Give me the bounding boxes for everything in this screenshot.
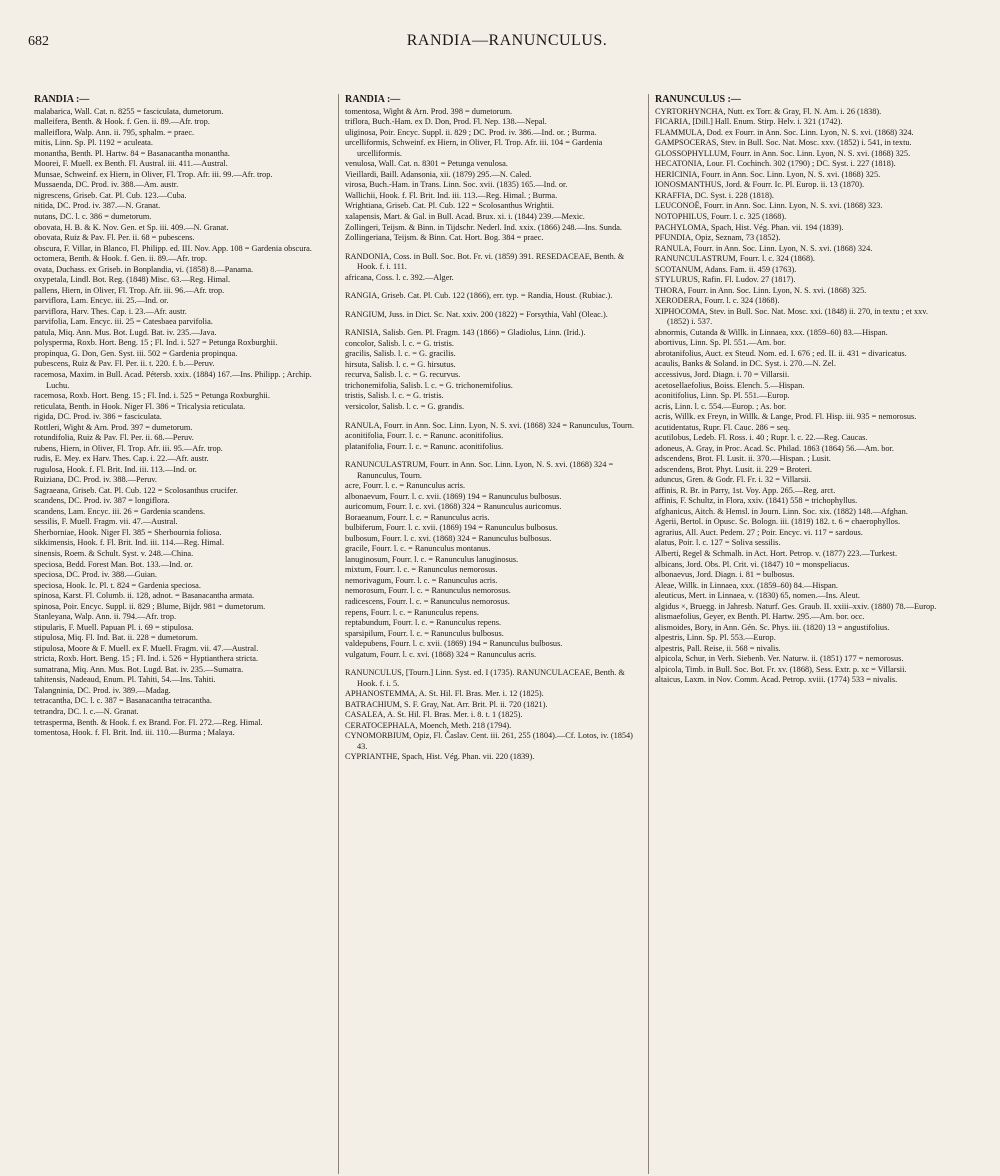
species-entry: CYRTORHYNCHA, Nutt. ex Torr. & Gray, Fl. N. Am. i. 26 (1838). bbox=[655, 106, 882, 116]
species-entry: acutilobus, Ledeb. Fl. Ross. i. 40 ; Rupr. l. c. 22.—Reg. Caucas. bbox=[655, 433, 868, 443]
species-entry: sikkimensis, Hook. f. Fl. Brit. Ind. iii. 114.—Reg. Himal. bbox=[34, 538, 225, 548]
species-entry: recurva, Salisb. l. c. = G. recurvus. bbox=[345, 370, 461, 380]
species-entry: mixtum, Fourr. l. c. = Ranunculus nemorosus. bbox=[345, 565, 498, 575]
species-entry: XIPHOCOMA, Stev. in Bull. Soc. Nat. Mosc. xxi. (1848) ii. 270, in textu ; et xxv. (1852) i. 537. bbox=[655, 306, 928, 327]
species-entry: africana, Coss. l. c. 392.—Alger. bbox=[345, 272, 454, 282]
species-entry: alpestris, Linn. Sp. Pl. 553.—Europ. bbox=[655, 633, 776, 643]
species-entry: accessivus, Jord. Diagn. i. 70 = Villarsii. bbox=[655, 369, 790, 379]
species-entry: CERATOCEPHALA, Moench, Meth. 218 (1794). bbox=[345, 720, 512, 730]
species-entry: malleifera, Benth. & Hook. f. Gen. ii. 89.—Afr. trop. bbox=[34, 117, 210, 127]
species-entry: racemosa, Maxim. in Bull. Acad. Pétersb. xxix. (1884) 167.—Ins. Philipp. ; Archip. Luchu. bbox=[34, 369, 312, 390]
genus-entry: RANGIA, Griseb. Cat. Pl. Cub. 122 (1866), err. typ. = Randia, Houst. (Rubiac.). bbox=[345, 291, 613, 301]
species-entry: adscendens, Brot. Phyt. Lusit. ii. 229 = Broteri. bbox=[655, 464, 813, 474]
species-entry: IONOSMANTHUS, Jord. & Fourr. Ic. Pl. Europ. ii. 13 (1870). bbox=[655, 180, 865, 190]
species-entry: oxypetala, Lindl. Bot. Reg. (1848) Misc. 63.—Reg. Himal. bbox=[34, 275, 231, 285]
species-entry: patula, Miq. Ann. Mus. Bot. Lugd. Bat. iv. 235.—Java. bbox=[34, 327, 217, 337]
genus-entry: RANUNCULUS, [Tourn.] Linn. Syst. ed. I (1735). RANUNCULACEAE, Benth. & Hook. f. i. 5. bbox=[345, 668, 625, 688]
species-entry: alpicola, Timb. in Bull. Soc. Bot. Fr. xv. (1868), Sess. Extr. p. xc = Villarsii. bbox=[655, 664, 907, 674]
species-entry: Stanleyana, Walp. Ann. ii. 794.—Afr. trop. bbox=[34, 612, 177, 622]
species-entry: radicescens, Fourr. l. c. = Ranunculus nemorosus. bbox=[345, 597, 510, 606]
species-entry: Moorei, F. Muell. ex Benth. Fl. Austral. iii. 411.—Austral. bbox=[34, 159, 228, 169]
species-entry: acaulis, Banks & Soland. in DC. Syst. i. 270.—N. Zel. bbox=[655, 359, 836, 369]
species-entry: LEUCONOË, Fourr. in Ann. Soc. Linn. Lyon, N. S. xvi. (1868) 323. bbox=[655, 201, 883, 211]
genus-entry: RANISIA, Salisb. Gen. Pl. Fragm. 143 (1866) = Gladiolus, Linn. (Irid.). bbox=[345, 328, 586, 338]
species-entry: parviflora, Harv. Thes. Cap. i. 23.—Afr. austr. bbox=[34, 306, 187, 316]
species-entry: nemorosum, Fourr. l. c. = Ranunculus nemorosus. bbox=[345, 586, 511, 596]
genus-entry: RANGIUM, Juss. in Dict. Sc. Nat. xxiv. 200 (1822) = Forsythia, Vahl (Oleac.). bbox=[345, 309, 608, 319]
species-entry: valdepubens, Fourr. l. c. xvii. (1869) 194 = Ranunculus bulbosus. bbox=[345, 639, 563, 649]
species-entry: FLAMMULA, Dod. ex Fourr. in Ann. Soc. Linn. Lyon, N. S. xvi. (1868) 324. bbox=[655, 127, 914, 137]
page-header bbox=[28, 26, 986, 54]
species-entry: concolor, Salisb. l. c. = G. tristis. bbox=[345, 338, 454, 348]
species-entry: repens, Fourr. l. c. = Ranunculus repens. bbox=[345, 607, 479, 617]
species-entry: GLOSSOPHYLLUM, Fourr. in Ann. Soc. Linn. Lyon, N. S. xvi. (1868) 325. bbox=[655, 148, 911, 158]
species-entry: stipularis, F. Muell. Papuan Pl. i. 69 = stipulosa. bbox=[34, 622, 194, 632]
genus-entry: RANULA, Fourr. in Ann. Soc. Linn. Lyon, N. S. xvi. (1868) 324 = Ranunculus, Tourn. bbox=[345, 420, 635, 430]
page-title: RANDIA—RANUNCULUS. bbox=[406, 32, 608, 49]
species-entry: alpicola, Schur, in Verh. Siebenb. Ver. Naturw. ii. (1851) 177 = nemorosus. bbox=[655, 654, 904, 664]
species-entry: aduncus, Gren. & Godr. Fl. Fr. i. 32 = Villarsii. bbox=[655, 475, 811, 485]
species-entry: monantha, Benth. Pl. Hartw. 84 = Basanacantha monantha. bbox=[34, 148, 230, 158]
species-entry: albonaevus, Jord. Diagn. i. 81 = bulbosus. bbox=[655, 570, 795, 580]
page-number: 682 bbox=[28, 34, 49, 49]
species-entry: stipulosa, Moore & F. Muell. ex F. Muell. Fragm. vii. 47.—Austral. bbox=[34, 643, 259, 653]
genus-entry: RANUNCULASTRUM, Fourr. in Ann. Soc. Linn. Lyon, N. S. xvi. (1868) 324 = Ranunculus, Tourn. bbox=[345, 460, 614, 480]
species-entry: urcelliformis, Schweinf. ex Hiern, in Oliver, Fl. Trop. Afr. iii. 104 = Gardenia urcelliformis. bbox=[345, 138, 603, 158]
species-entry: agrarius, All. Auct. Pedem. 27 ; Poir. Encyc. vi. 117 = sardous. bbox=[655, 527, 863, 537]
species-entry: acetosellaefolius, Boiss. Elench. 5.—Hispan. bbox=[655, 380, 805, 390]
column-1 bbox=[28, 94, 338, 1174]
species-entry: PACHYLOMA, Spach, Hist. Vég. Phan. vii. 194 (1839). bbox=[655, 222, 844, 232]
species-entry: nutans, DC. l. c. 386 = dumetorum. bbox=[34, 212, 152, 221]
species-entry: aconitifolia, Fourr. l. c. = Ranunc. aconitifolius. bbox=[345, 431, 504, 441]
species-entry: alatus, Poir. l. c. 127 = Soliva sessilis. bbox=[655, 538, 781, 548]
species-entry: reticulata, Benth. in Hook. Niger Fl. 386 = Tricalysia reticulata. bbox=[34, 401, 246, 411]
species-entry: uliginosa, Poir. Encyc. Suppl. ii. 829 ; DC. Prod. iv. 386.—Ind. or. ; Burma. bbox=[345, 127, 597, 137]
species-entry: alpestris, Pall. Reise, ii. 568 = nivalis. bbox=[655, 643, 781, 653]
species-entry: bulbiferum, Fourr. l. c. xvii. (1869) 194 = Ranunculus bulbosus. bbox=[345, 523, 558, 533]
species-entry: venulosa, Wall. Cat. n. 8301 = Petunga venulosa. bbox=[345, 159, 508, 169]
species-entry: reptabundum, Fourr. l. c. = Ranunculus repens. bbox=[345, 618, 502, 628]
species-entry: Zollingeri, Teijsm. & Binn. in Tijdschr. Nederl. Ind. xxix. (1866) 248.—Ins. Sunda. bbox=[345, 222, 622, 232]
species-entry: Sherborniae, Hook. Niger Fl. 385 = Sherbournia foliosa. bbox=[34, 527, 222, 537]
species-entry: nemorivagum, Fourr. l. c. = Ranunculus acris. bbox=[345, 575, 498, 585]
species-entry: parvifolia, Lam. Encyc. iii. 25 = Catesbaea parvifolia. bbox=[34, 317, 213, 327]
species-entry: rugulosa, Hook. f. Fl. Brit. Ind. iii. 113.—Ind. or. bbox=[34, 464, 197, 474]
species-entry: malabarica, Wall. Cat. n. 8255 = fasciculata, dumetorum. bbox=[34, 106, 224, 116]
species-entry: sessilis, F. Muell. Fragm. vii. 47.—Austral. bbox=[34, 517, 178, 527]
species-entry: stricta, Roxb. Hort. Beng. 15 ; Fl. Ind. i. 526 = Hyptianthera stricta. bbox=[34, 654, 259, 664]
species-entry: SCOTANUM, Adans. Fam. ii. 459 (1763). bbox=[655, 264, 797, 274]
species-entry: rigida, DC. Prod. iv. 386 = fasciculata. bbox=[34, 412, 162, 422]
species-entry: tetrasperma, Benth. & Hook. f. ex Brand. For. Fl. 272.—Reg. Himal. bbox=[34, 717, 263, 727]
species-entry: Boraeanum, Fourr. l. c. = Ranunculus acris. bbox=[345, 512, 490, 522]
species-entry: acris, Linn. l. c. 554.—Europ. ; As. bor. bbox=[655, 401, 787, 411]
species-entry: tetrandra, DC. l. c.—N. Granat. bbox=[34, 706, 139, 716]
species-entry: Zollingeriana, Teijsm. & Binn. Cat. Hort. Bog. 384 = praec. bbox=[345, 233, 544, 243]
species-entry: Vieillardi, Baill. Adansonia, xii. (1879) 295.—N. Caled. bbox=[345, 169, 532, 179]
species-entry: adoneus, A. Gray, in Proc. Acad. Sc. Philad. 1863 (1864) 56.—Am. bor. bbox=[655, 443, 894, 453]
species-entry: tristis, Salisb. l. c. = G. tristis. bbox=[345, 391, 444, 401]
species-entry: pubescens, Ruiz & Pav. Fl. Per. ii. t. 220. f. b.—Peruv. bbox=[34, 359, 215, 369]
column-2 bbox=[338, 94, 648, 1174]
species-entry: rubens, Hiern, in Oliver, Fl. Trop. Afr. iii. 95.—Afr. trop. bbox=[34, 443, 223, 453]
species-entry: scandens, Lam. Encyc. iii. 26 = Gardenia scandens. bbox=[34, 506, 206, 516]
column-3 bbox=[648, 94, 958, 1174]
species-entry: obovata, Ruiz & Pav. Fl. Per. ii. 68 = pubescens. bbox=[34, 233, 195, 243]
species-entry: abortivus, Linn. Sp. Pl. 551.—Am. bor. bbox=[655, 338, 786, 348]
species-entry: acre, Fourr. l. c. = Ranunculus acris. bbox=[345, 481, 466, 491]
species-entry: platanifolia, Fourr. l. c. = Ranunc. aconitifolius. bbox=[345, 441, 504, 451]
species-entry: lanuginosum, Fourr. l. c. = Ranunculus lanuginosus. bbox=[345, 554, 519, 564]
species-entry: polysperma, Roxb. Hort. Beng. 15 ; Fl. Ind. i. 527 = Petunga Roxburghii. bbox=[34, 338, 278, 348]
species-entry: adscendens, Brot. Fl. Lusit. ii. 370.—Hispan. ; Lusit. bbox=[655, 454, 831, 464]
species-entry: Agerii, Bertol. in Opusc. Sc. Bologn. iii. (1819) 182. t. 6 = chaerophyllos. bbox=[655, 517, 901, 527]
species-entry: affinis, R. Br. in Parry, 1st. Voy. App. 265.—Reg. arct. bbox=[655, 485, 836, 495]
species-entry: speciosa, DC. Prod. iv. 388.—Guian. bbox=[34, 570, 157, 580]
species-entry: Mussaenda, DC. Prod. iv. 388.—Am. austr. bbox=[34, 180, 179, 190]
species-entry: speciosa, Hook. Ic. Pl. t. 824 = Gardenia speciosa. bbox=[34, 580, 201, 590]
species-entry: obovata, H. B. & K. Nov. Gen. et Sp. iii. 409.—N. Granat. bbox=[34, 222, 229, 232]
species-entry: FICARIA, [Dill.] Hall. Enum. Stirp. Helv. i. 321 (1742). bbox=[655, 117, 843, 127]
species-entry: CYPRIANTHE, Spach, Hist. Vég. Phan. vii. 220 (1839). bbox=[345, 752, 535, 762]
species-entry: Ruiziana, DC. Prod. iv. 388.—Peruv. bbox=[34, 475, 157, 485]
species-entry: racemosa, Roxb. Hort. Beng. 15 ; Fl. Ind. i. 525 = Petunga Roxburghii. bbox=[34, 391, 270, 401]
species-entry: tomentosa, Wight & Arn. Prod. 398 = dumetorum. bbox=[345, 106, 513, 116]
species-entry: versicolor, Salisb. l. c. = G. grandis. bbox=[345, 401, 465, 411]
species-entry: sumatrana, Miq. Ann. Mus. Bot. Lugd. Bat. iv. 235.—Sumatra. bbox=[34, 664, 244, 674]
column-heading: RANDIA :— bbox=[34, 94, 90, 105]
species-entry: altaicus, Laxm. in Nov. Comm. Acad. Petrop. xviii. (1774) 533 = nivalis. bbox=[655, 675, 898, 685]
species-entry: acris, Willk. ex Freyn, in Willk. & Lange, Prod. Fl. Hisp. iii. 935 = nemorosus. bbox=[655, 412, 917, 422]
species-entry: propinqua, G. Don, Gen. Syst. iii. 502 = Gardenia propinqua. bbox=[34, 348, 238, 358]
species-entry: alismoides, Bory, in Ann. Gén. Sc. Phys. iii. (1820) 13 = angustifolius. bbox=[655, 622, 890, 632]
species-entry: Aleae, Willk. in Linnaea, xxx. (1859–60) 84.—Hispan. bbox=[655, 580, 838, 590]
species-entry: octomera, Benth. & Hook. f. Gen. ii. 89.—Afr. trop. bbox=[34, 254, 208, 264]
species-entry: RANUNCULASTRUM, Fourr. l. c. 324 (1868). bbox=[655, 254, 815, 264]
species-entry: Sagraeana, Griseb. Cat. Pl. Cub. 122 = Scolosanthus crucifer. bbox=[34, 485, 238, 495]
species-entry: obscura, F. Villar, in Blanco, Fl. Philipp. ed. III. Nov. App. 108 = Gardenia obscura. bbox=[34, 243, 312, 253]
species-entry: acutidentatus, Rupr. Fl. Cauc. 286 = seq. bbox=[655, 422, 790, 432]
species-entry: XERODERA, Fourr. l. c. 324 (1868). bbox=[655, 296, 780, 306]
species-entry: bulbosum, Fourr. l. c. xvi. (1868) 324 = Ranunculus bulbosus. bbox=[345, 533, 552, 543]
species-entry: CASALEA, A. St. Hil. Fl. Bras. Mer. i. 8. t. 1 (1825). bbox=[345, 710, 523, 720]
species-entry: abnormis, Cutanda & Willk. in Linnaea, xxx. (1859–60) 83.—Hispan. bbox=[655, 327, 888, 337]
species-entry: APHANOSTEMMA, A. St. Hil. Fl. Bras. Mer. i. 12 (1825). bbox=[345, 689, 544, 699]
species-entry: HECATONIA, Lour. Fl. Cochinch. 302 (1790) ; DC. Syst. i. 227 (1818). bbox=[655, 159, 896, 169]
species-entry: Alberti, Regel & Schmalh. in Act. Hort. Petrop. v. (1877) 223.—Turkest. bbox=[655, 549, 898, 558]
species-entry: pallens, Hiern, in Oliver, Fl. Trop. Afr. iii. 96.—Afr. trop. bbox=[34, 285, 225, 295]
species-entry: spinosa, Poir. Encyc. Suppl. ii. 829 ; Blume, Bijdr. 981 = dumetorum. bbox=[34, 601, 266, 611]
species-entry: auricomum, Fourr. l. c. xvi. (1868) 324 = Ranunculus auricomus. bbox=[345, 502, 562, 512]
species-entry: STYLURUS, Rafin. Fl. Ludov. 27 (1817). bbox=[655, 275, 796, 285]
column-heading: RANDIA :— bbox=[345, 94, 401, 105]
species-entry: Wrightiana, Griseb. Cat. Pl. Cub. 122 = Scolosanthus Wrightii. bbox=[345, 201, 554, 211]
species-entry: parviflora, Lam. Encyc. iii. 25.—Ind. or. bbox=[34, 296, 169, 306]
species-entry: ovata, Duchass. ex Griseb. in Bonplandia, vi. (1858) 8.—Panama. bbox=[34, 264, 254, 274]
species-entry: afghanicus, Aitch. & Hemsl. in Journ. Linn. Soc. xix. (1882) 148.—Afghan. bbox=[655, 506, 908, 516]
species-entry: CYNOMORBIUM, Opiz, Fl. Časlav. Cent. iii. 261, 255 (1804).—Cf. Lotos, iv. (1854) 43. bbox=[345, 731, 633, 751]
species-entry: abrotanifolius, Auct. ex Steud. Nom. ed. I. 676 ; ed. II. ii. 431 = divaricatus. bbox=[655, 348, 907, 358]
species-entry: RANULA, Fourr. in Ann. Soc. Linn. Lyon, N. S. xvi. (1868) 324. bbox=[655, 243, 873, 253]
species-entry: nitida, DC. Prod. iv. 387.—N. Granat. bbox=[34, 201, 161, 211]
species-entry: trichonemifolia, Salisb. l. c. = G. trichonemifolius. bbox=[345, 380, 513, 390]
species-entry: Rottleri, Wight & Arn. Prod. 397 = dumetorum. bbox=[34, 422, 193, 432]
species-entry: gracile, Fourr. l. c. = Ranunculus montanus. bbox=[345, 544, 491, 554]
species-entry: mitis, Linn. Sp. Pl. 1192 = aculeata. bbox=[34, 138, 153, 148]
species-entry: albicans, Jord. Obs. Pl. Crit. vi. (1847) 10 = monspeliacus. bbox=[655, 559, 850, 569]
species-entry: HERICINIA, Fourr. in Ann. Soc. Linn. Lyon, N. S. xvi. (1868) 325. bbox=[655, 169, 881, 179]
species-entry: virosa, Buch.-Ham. in Trans. Linn. Soc. xvii. (1835) 165.—Ind. or. bbox=[345, 180, 568, 190]
species-entry: rotundifolia, Ruiz & Pav. Fl. Per. ii. 68.—Peruv. bbox=[34, 433, 194, 443]
species-entry: Talangninia, DC. Prod. iv. 389.—Madag. bbox=[34, 685, 171, 695]
species-entry: gracilis, Salisb. l. c. = G. gracilis. bbox=[345, 349, 456, 359]
species-entry: GAMPSOCERAS, Stev. in Bull. Soc. Nat. Mosc. xxv. (1852) i. 541, in textu. bbox=[655, 138, 912, 148]
species-entry: PFUNDIA, Opiz, Seznam, 73 (1852). bbox=[655, 233, 781, 243]
species-entry: Wallichii, Hook. f. Fl. Brit. Ind. iii. 113.—Reg. Himal. ; Burma. bbox=[345, 190, 558, 200]
column-heading: RANUNCULUS :— bbox=[655, 94, 741, 105]
species-entry: aleuticus, Mert. in Linnaea, v. (1830) 65, nomen.—Ins. Aleut. bbox=[655, 591, 860, 601]
species-entry: xalapensis, Mart. & Gal. in Bull. Acad. Brux. xi. i. (1844) 239.—Mexic. bbox=[345, 212, 585, 221]
species-entry: tahitensis, Nadeaud, Enum. Pl. Tahiti, 54.—Ins. Tahiti. bbox=[34, 675, 216, 685]
species-entry: aconitifolius, Linn. Sp. Pl. 551.—Europ. bbox=[655, 391, 790, 401]
species-entry: speciosa, Bedd. Forest Man. Bot. 133.—Ind. or. bbox=[34, 559, 193, 569]
species-entry: albonaevum, Fourr. l. c. xvii. (1869) 194 = Ranunculus bulbosus. bbox=[345, 491, 562, 501]
genus-entry: RANDONIA, Coss. in Bull. Soc. Bot. Fr. vi. (1859) 391. RESEDACEAE, Benth. & Hook. f. i. 111. bbox=[345, 251, 625, 272]
species-entry: Munsae, Schweinf. ex Hiern, in Oliver, Fl. Trop. Afr. iii. 99.—Afr. trop. bbox=[34, 169, 273, 179]
columns bbox=[28, 94, 986, 1174]
species-entry: nigrescens, Griseb. Cat. Pl. Cub. 123.—Cuba. bbox=[34, 190, 187, 200]
species-entry: sinensis, Roem. & Schult. Syst. v. 248.—China. bbox=[34, 549, 194, 558]
species-entry: hirsuta, Salisb. l. c. = G. hirsutus. bbox=[345, 359, 456, 369]
species-entry: NOTOPHILUS, Fourr. l. c. 325 (1868). bbox=[655, 212, 787, 221]
species-entry: alismaefolius, Geyer, ex Benth. Pl. Hartw. 295.—Am. bor. occ. bbox=[655, 612, 865, 622]
species-entry: triflora, Buch.-Ham. ex D. Don, Prod. Fl. Nep. 138.—Nepal. bbox=[345, 117, 547, 127]
species-entry: BATRACHIUM, S. F. Gray, Nat. Arr. Brit. Pl. ii. 720 (1821). bbox=[345, 699, 548, 709]
species-entry: tetracantha, DC. l. c. 387 = Basanacantha tetracantha. bbox=[34, 696, 212, 706]
species-entry: spinosa, Karst. Fl. Columb. ii. 128, adnot. = Basanacantha armata. bbox=[34, 591, 255, 601]
species-entry: stipulosa, Miq. Fl. Ind. Bat. ii. 228 = dumetorum. bbox=[34, 633, 198, 643]
species-entry: algidus ×, Bruegg. in Jahresb. Naturf. Ges. Graub. II. xxiii–xxiv. (1880) 78.—Europ. bbox=[655, 601, 937, 611]
species-entry: affinis, F. Schultz, in Flora, xxiv. (1841) 558 = trichophyllus. bbox=[655, 496, 858, 506]
species-entry: scandens, DC. Prod. iv. 387 = longiflora. bbox=[34, 496, 170, 506]
species-entry: malleiflora, Walp. Ann. ii. 795, sphalm. = praec. bbox=[34, 127, 195, 137]
species-entry: vulgatum, Fourr. l. c. xvi. (1868) 324 = Ranunculus acris. bbox=[345, 649, 537, 659]
species-entry: tomentosa, Hook. f. Fl. Brit. Ind. iii. 110.—Burma ; Malaya. bbox=[34, 728, 235, 738]
species-entry: KRAFFIA, DC. Syst. i. 228 (1818). bbox=[655, 190, 774, 200]
species-entry: THORA, Fourr. in Ann. Soc. Linn. Lyon, N. S. xvi. (1868) 325. bbox=[655, 285, 867, 295]
species-entry: rudis, E. Mey. ex Harv. Thes. Cap. i. 22.—Afr. austr. bbox=[34, 454, 209, 464]
species-entry: sparsipilum, Fourr. l. c. = Ranunculus bulbosus. bbox=[345, 628, 504, 638]
